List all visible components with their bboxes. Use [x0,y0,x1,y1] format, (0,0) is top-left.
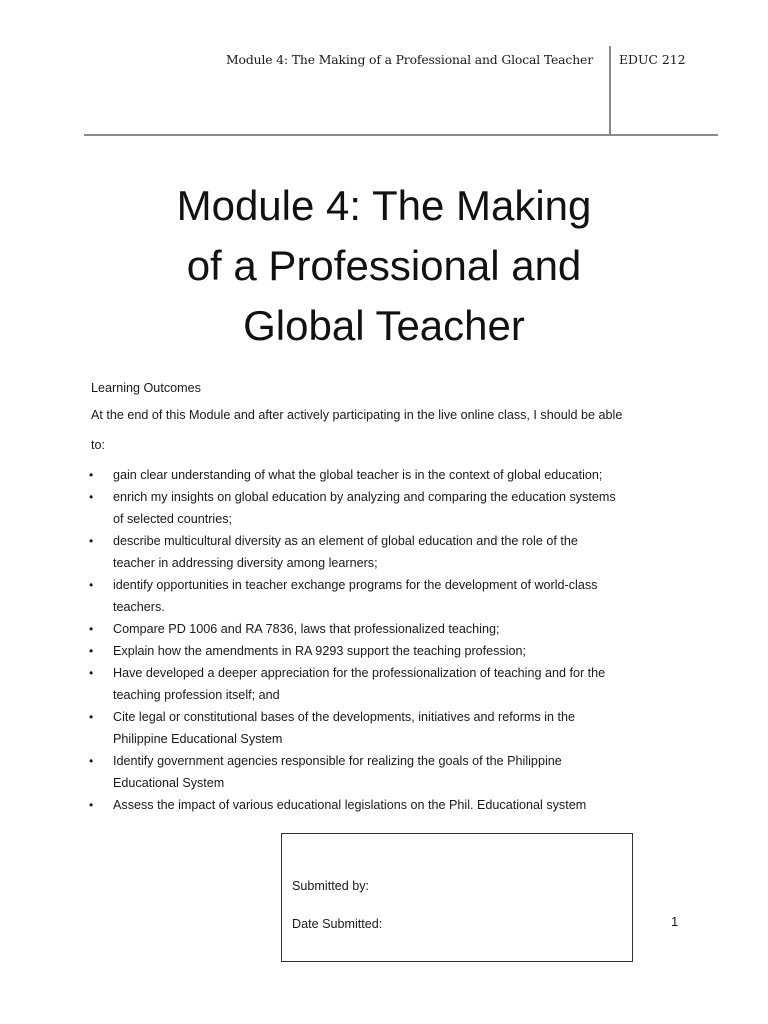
bullet-icon: • [89,754,94,768]
bullet-icon: • [89,490,94,504]
submission-box [281,833,633,962]
title-line: of a Professional and [186,242,582,289]
learning-outcome-line: Explain how the amendments in RA 9293 support the teaching profession; [113,644,527,658]
learning-outcome-item [89,618,709,640]
submitted-by-label: Submitted by: [292,879,370,893]
learning-outcome-line: of selected countries; [113,512,233,526]
learning-outcomes-list [89,464,709,816]
header-horizontal-rule [84,134,718,136]
learning-outcome-item [89,464,709,486]
bullet-icon: • [89,666,94,680]
learning-outcome-item [89,750,709,794]
learning-outcome-line: Educational System [113,776,225,790]
bullet-icon: • [89,644,94,658]
learning-outcome-line: gain clear understanding of what the global teacher is in the context of global education; [113,468,603,482]
learning-outcome-line: Cite legal or constitutional bases of the developments, initiatives and reforms in the [113,710,576,724]
learning-outcome-item [89,794,709,816]
learning-outcome-item [89,574,709,618]
learning-outcome-item [89,530,709,574]
title-line: Module 4: The Making [176,182,592,229]
learning-outcome-line: Compare PD 1006 and RA 7836, laws that professionalized teaching; [113,622,500,636]
learning-outcome-line: Identify government agencies responsible for realizing the goals of the Philippine [113,754,562,768]
learning-outcome-item [89,486,709,530]
bullet-icon: • [89,798,94,812]
running-header-title: Module 4: The Making of a Professional and Glocal Teacher [226,52,593,67]
learning-outcome-line: Assess the impact of various educational legislations on the Phil. Educational system [113,798,587,812]
bullet-icon: • [89,710,94,724]
learning-outcomes-intro: At the end of this Module and after actively participating in the live online class, I should be able [91,408,623,422]
learning-outcome-line: teachers. [113,600,165,614]
learning-outcomes-intro-continued: to: [91,438,106,452]
bullet-icon: • [89,622,94,636]
page-title [84,176,684,356]
bullet-icon: • [89,534,94,548]
learning-outcomes-heading: Learning Outcomes [91,381,201,395]
learning-outcome-line: Have developed a deeper appreciation for the professionalization of teaching and for the [113,666,606,680]
header-vertical-divider [609,46,611,136]
page-number: 1 [671,914,679,929]
title-line: Global Teacher [243,302,525,349]
date-submitted-label: Date Submitted: [292,917,383,931]
course-code: EDUC 212 [619,52,686,67]
learning-outcome-item [89,662,709,706]
learning-outcome-line: Philippine Educational System [113,732,283,746]
learning-outcome-line: describe multicultural diversity as an element of global education and the role of the [113,534,578,548]
bullet-icon: • [89,578,94,592]
learning-outcome-line: enrich my insights on global education by analyzing and comparing the education systems [113,490,616,504]
learning-outcome-line: teaching profession itself; and [113,688,280,702]
bullet-icon: • [89,468,94,482]
learning-outcome-item [89,706,709,750]
learning-outcome-line: teacher in addressing diversity among learners; [113,556,378,570]
learning-outcome-item [89,640,709,662]
learning-outcome-line: identify opportunities in teacher exchange programs for the development of world-class [113,578,598,592]
